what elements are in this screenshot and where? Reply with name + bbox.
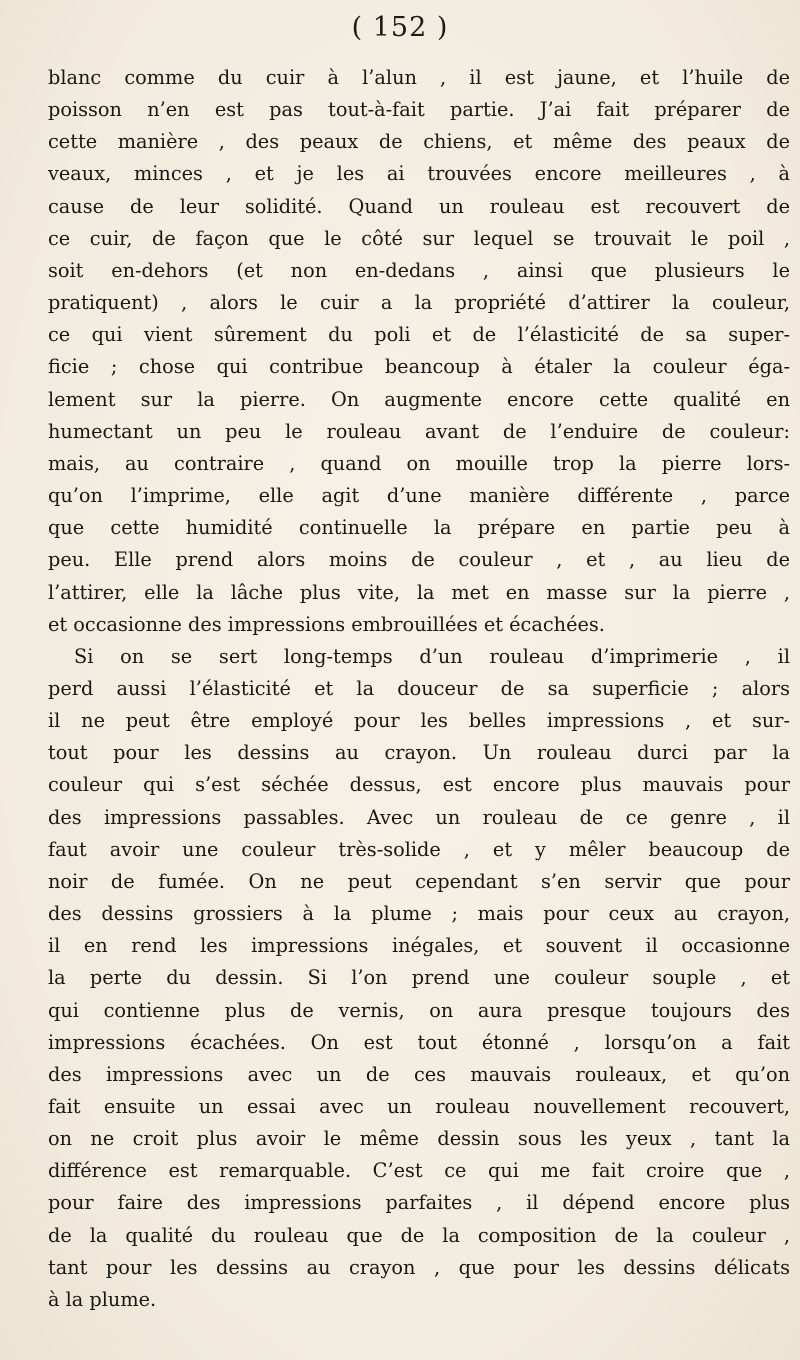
text-line: des dessins grossiers à la plume ; mais pour ceux au crayon,: [48, 902, 790, 926]
text-line: humectant un peu le rouleau avant de l’enduire de couleur:: [48, 419, 790, 443]
text-line: ficie ; chose qui contribue beancoup à étaler la couleur éga-: [48, 355, 790, 379]
text-line: de la qualité du rouleau que de la composition de la couleur ,: [48, 1223, 790, 1247]
text-line: lement sur la pierre. On augmente encore cette qualité en: [48, 387, 790, 411]
text-line: mais, au contraire , quand on mouille trop la pierre lors-: [48, 451, 790, 475]
text-line: des impressions avec un de ces mauvais rouleaux, et qu’on: [48, 1062, 790, 1086]
text-line: il en rend les impressions inégales, et souvent il occasionne: [48, 934, 790, 958]
text-line: ce cuir, de façon que le côté sur lequel se trouvait le poil ,: [48, 226, 790, 250]
text-line: différence est remarquable. C’est ce qui me fait croire que ,: [48, 1159, 790, 1183]
text-line: cette manière , des peaux de chiens, et même des peaux de: [48, 130, 790, 154]
text-line: soit en-dehors (et non en-dedans , ainsi que plusieurs le: [48, 258, 790, 282]
text-line: couleur qui s’est séchée dessus, est encore plus mauvais pour: [48, 773, 790, 797]
text-line: et occasionne des impressions embrouillées et écachées.: [48, 612, 605, 636]
text-line: blanc comme du cuir à l’alun , il est jaune, et l’huile de: [48, 66, 790, 89]
text-line: cause de leur solidité. Quand un rouleau est recouvert de: [48, 194, 790, 218]
text-line: noir de fumée. On ne peut cependant s’en servir que pour: [48, 869, 790, 893]
text-line: que cette humidité continuelle la prépare en partie peu à: [48, 516, 790, 540]
text-line: veaux, minces , et je les ai trouvées encore meilleures , à: [48, 162, 790, 186]
text-line: on ne croit plus avoir le même dessin sous les yeux , tant la: [48, 1127, 790, 1151]
text-line: impressions écachées. On est tout étonné , lorsqu’on a fait: [48, 1030, 790, 1054]
text-line: à la plume.: [48, 1287, 157, 1311]
text-line: Si on se sert long-temps d’un rouleau d’imprimerie , il: [74, 644, 790, 668]
text-line: poisson n’en est pas tout-à-fait partie. J’ai fait préparer de: [48, 98, 790, 122]
text-line: perd aussi l’élasticité et la douceur de sa superficie ; alors: [48, 676, 790, 700]
text-line: la perte du dessin. Si l’on prend une couleur souple , et: [48, 966, 790, 990]
text-line: faut avoir une couleur très-solide , et y mêler beaucoup de: [48, 837, 790, 861]
text-line: tant pour les dessins au crayon , que pour les dessins délicats: [48, 1255, 790, 1279]
text-line: l’attirer, elle la lâche plus vite, la met en masse sur la pierre ,: [48, 580, 790, 604]
text-line: pour faire des impressions parfaites , il dépend encore plus: [48, 1191, 790, 1215]
text-line: il ne peut être employé pour les belles impressions , et sur-: [48, 709, 790, 733]
page-number: ( 152 ): [351, 12, 449, 43]
text-line: pratiquent) , alors le cuir a la propriété d’attirer la couleur,: [48, 291, 790, 315]
text-line: tout pour les dessins au crayon. Un rouleau durci par la: [48, 741, 790, 765]
text-line: peu. Elle prend alors moins de couleur , et , au lieu de: [48, 548, 790, 572]
text-line: fait ensuite un essai avec un rouleau nouvellement recouvert,: [48, 1095, 790, 1118]
text-line: ce qui vient sûrement du poli et de l’élasticité de sa super-: [48, 323, 790, 347]
text-line: qui contienne plus de vernis, on aura presque toujours des: [48, 998, 790, 1022]
body-text: [48, 62, 790, 1316]
text-line: qu’on l’imprime, elle agit d’une manière différente , parce: [48, 484, 790, 508]
text-line: des impressions passables. Avec un rouleau de ce genre , il: [48, 805, 790, 829]
